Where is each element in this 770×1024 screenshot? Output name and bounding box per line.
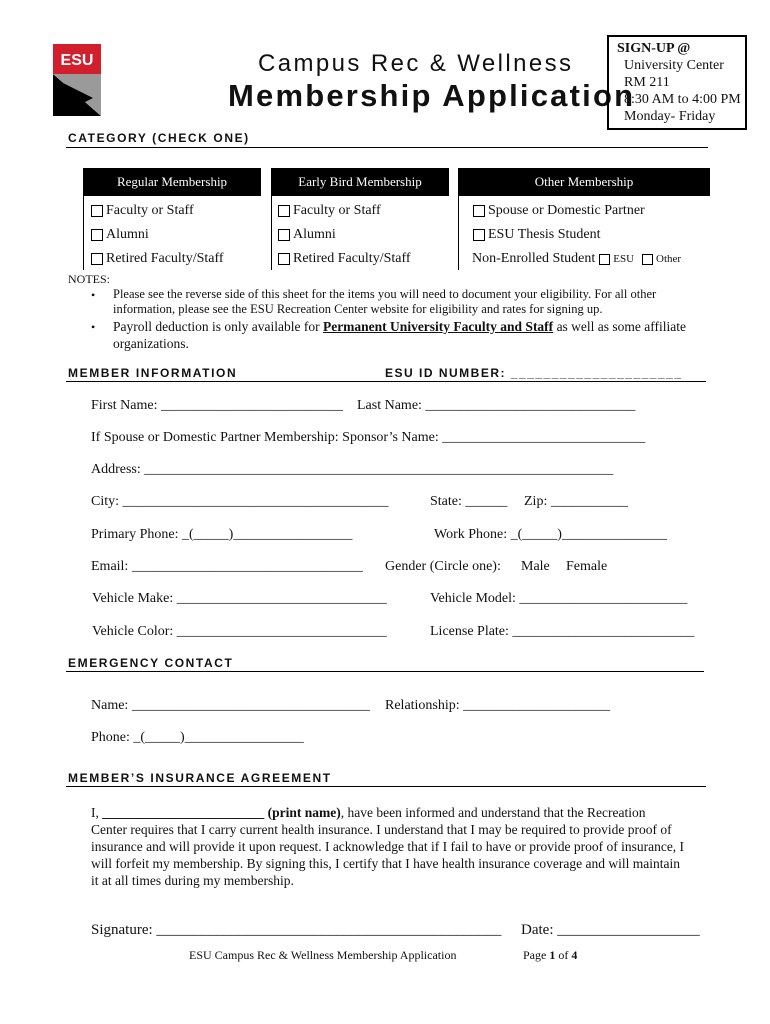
option-label: Retired Faculty/Staff — [293, 251, 411, 266]
checkbox[interactable] — [278, 205, 290, 217]
checkbox[interactable] — [473, 229, 485, 241]
option-label: Faculty or Staff — [106, 203, 194, 218]
signature-field[interactable]: Signature: ______________________________________________ — [91, 922, 502, 938]
gender-label: Gender (Circle one): — [385, 559, 501, 574]
agreement-line: it at all times during my membership. — [91, 873, 294, 888]
checkbox-esu[interactable] — [599, 254, 610, 265]
signup-line: Monday- Friday — [624, 109, 716, 124]
option-spouse[interactable] — [473, 203, 645, 219]
zip-field[interactable]: Zip: ___________ — [524, 494, 628, 509]
note-text: Payroll deduction is only available for — [113, 319, 323, 334]
note-emphasis: Permanent University Faculty and Staff — [322, 319, 554, 334]
title-line-1: Campus Rec & Wellness — [258, 50, 574, 77]
option-earlybird-alumni[interactable] — [278, 227, 336, 243]
esu-logo-text: ESU — [60, 52, 94, 69]
email-field[interactable]: Email: _________________________________ — [91, 559, 363, 574]
gender-male-option[interactable]: Male — [521, 559, 550, 574]
agreement-line: will forfeit my membership. By signing this, I certify that I have health insurance coverage and will maintain — [91, 856, 680, 871]
signup-heading: SIGN-UP @ — [617, 41, 691, 56]
page-label: Page — [523, 948, 550, 962]
insurance-rule — [66, 786, 706, 787]
agreement-line: insurance and will provide it upon request. I acknowledge that if I fail to have or provide proof of insurance, I — [91, 839, 685, 854]
relationship-field[interactable]: Relationship: _____________________ — [385, 698, 611, 713]
option-label: Non-Enrolled Student — [472, 251, 596, 266]
page-current: 1 — [549, 948, 556, 962]
checkbox[interactable] — [473, 205, 485, 217]
option-earlybird-retired[interactable] — [278, 251, 411, 267]
option-label: Faculty or Staff — [293, 203, 381, 218]
note-text: as well as some affiliate — [553, 319, 687, 334]
option-thesis-student[interactable] — [473, 227, 601, 243]
option-label: Retired Faculty/Staff — [106, 251, 224, 266]
sponsor-name-field[interactable]: If Spouse or Domestic Partner Membership: Sponsor’s Name: _____________________________ — [91, 430, 646, 445]
insurance-agreement — [91, 804, 684, 889]
column-border — [83, 196, 84, 270]
option-non-enrolled — [472, 251, 681, 267]
note-2 — [113, 318, 686, 352]
checkbox[interactable] — [91, 205, 103, 217]
gender-female-option[interactable]: Female — [566, 559, 608, 574]
primary-phone-field[interactable]: Primary Phone: _(_____)_________________ — [91, 527, 353, 542]
esu-id-field[interactable]: ESU ID NUMBER: _____________________ — [385, 366, 683, 380]
emergency-name-field[interactable]: Name: __________________________________ — [91, 698, 370, 713]
note-line: organizations. — [113, 336, 189, 351]
vehicle-color-field[interactable]: Vehicle Color: ______________________________ — [92, 624, 387, 639]
title-line-2: Membership Application — [228, 78, 636, 113]
license-plate-field[interactable]: License Plate: __________________________ — [430, 624, 695, 639]
emergency-phone-field[interactable]: Phone: _(_____)_________________ — [91, 730, 304, 745]
category-rule — [66, 147, 708, 148]
vehicle-model-field[interactable]: Vehicle Model: ________________________ — [430, 591, 688, 606]
esu-logo — [53, 44, 101, 116]
state-field[interactable]: State: ______ — [430, 494, 508, 509]
option-label: Alumni — [293, 227, 336, 242]
member-info-rule — [66, 381, 706, 382]
option-label: Other — [656, 253, 682, 265]
agreement-text: I, — [91, 805, 103, 820]
column-border — [271, 196, 272, 270]
option-regular-faculty[interactable] — [91, 203, 194, 219]
column-header-other: Other Membership — [458, 168, 710, 196]
page-total: 4 — [571, 948, 578, 962]
signup-line: RM 211 — [624, 75, 670, 90]
date-field[interactable]: Date: ___________________ — [521, 922, 700, 938]
signup-box — [607, 35, 747, 130]
first-name-field[interactable]: First Name: __________________________ — [91, 398, 343, 413]
agreement-line: Center requires that I carry current health insurance. I understand that I may be required to provide proof of — [91, 822, 672, 837]
work-phone-field[interactable]: Work Phone: _(_____)_______________ — [434, 527, 667, 542]
checkbox-other[interactable] — [642, 254, 653, 265]
address-field[interactable]: Address: ___________________________________________________________________ — [91, 462, 614, 477]
bullet: • — [91, 320, 96, 334]
page-number — [523, 948, 577, 963]
city-field[interactable]: City: ______________________________________ — [91, 494, 389, 509]
category-label: CATEGORY (CHECK ONE) — [68, 131, 250, 145]
vehicle-make-field[interactable]: Vehicle Make: ______________________________ — [92, 591, 387, 606]
option-label: Alumni — [106, 227, 149, 242]
page-label: of — [555, 948, 572, 962]
print-name-field[interactable]: ________________________ (print name) — [102, 805, 341, 820]
column-header-early-bird: Early Bird Membership — [271, 168, 449, 196]
insurance-label: MEMBER’S INSURANCE AGREEMENT — [68, 771, 332, 785]
bullet: • — [91, 288, 96, 302]
signup-line: University Center — [624, 58, 724, 73]
footer-text: ESU Campus Rec & Wellness Membership Application — [189, 948, 457, 962]
notes-label: NOTES: — [68, 272, 110, 286]
option-earlybird-faculty[interactable] — [278, 203, 381, 219]
note-1 — [113, 287, 656, 317]
note-line: information, please see the ESU Recreation Center website for eligibility and rates for signing up. — [113, 302, 603, 316]
option-label: ESU — [613, 253, 635, 265]
option-label: ESU Thesis Student — [488, 227, 601, 242]
member-info-label: MEMBER INFORMATION — [68, 366, 238, 380]
option-regular-retired[interactable] — [91, 251, 224, 267]
column-border — [458, 196, 459, 270]
last-name-field[interactable]: Last Name: ______________________________ — [357, 398, 636, 413]
agreement-text: , have been informed and understand that the Recreation — [340, 805, 646, 820]
category-table — [83, 168, 710, 270]
column-header-regular: Regular Membership — [83, 168, 261, 196]
emergency-rule — [66, 671, 704, 672]
emergency-contact-label: EMERGENCY CONTACT — [68, 656, 234, 670]
checkbox[interactable] — [278, 229, 290, 241]
option-regular-alumni[interactable] — [91, 227, 149, 243]
signup-line: 8:30 AM to 4:00 PM — [624, 92, 741, 107]
checkbox[interactable] — [91, 253, 103, 265]
option-label: Spouse or Domestic Partner — [488, 203, 645, 218]
checkbox[interactable] — [91, 229, 103, 241]
checkbox[interactable] — [278, 253, 290, 265]
note-line: Please see the reverse side of this sheet for the items you will need to document your eligibility. For all other — [113, 287, 657, 301]
